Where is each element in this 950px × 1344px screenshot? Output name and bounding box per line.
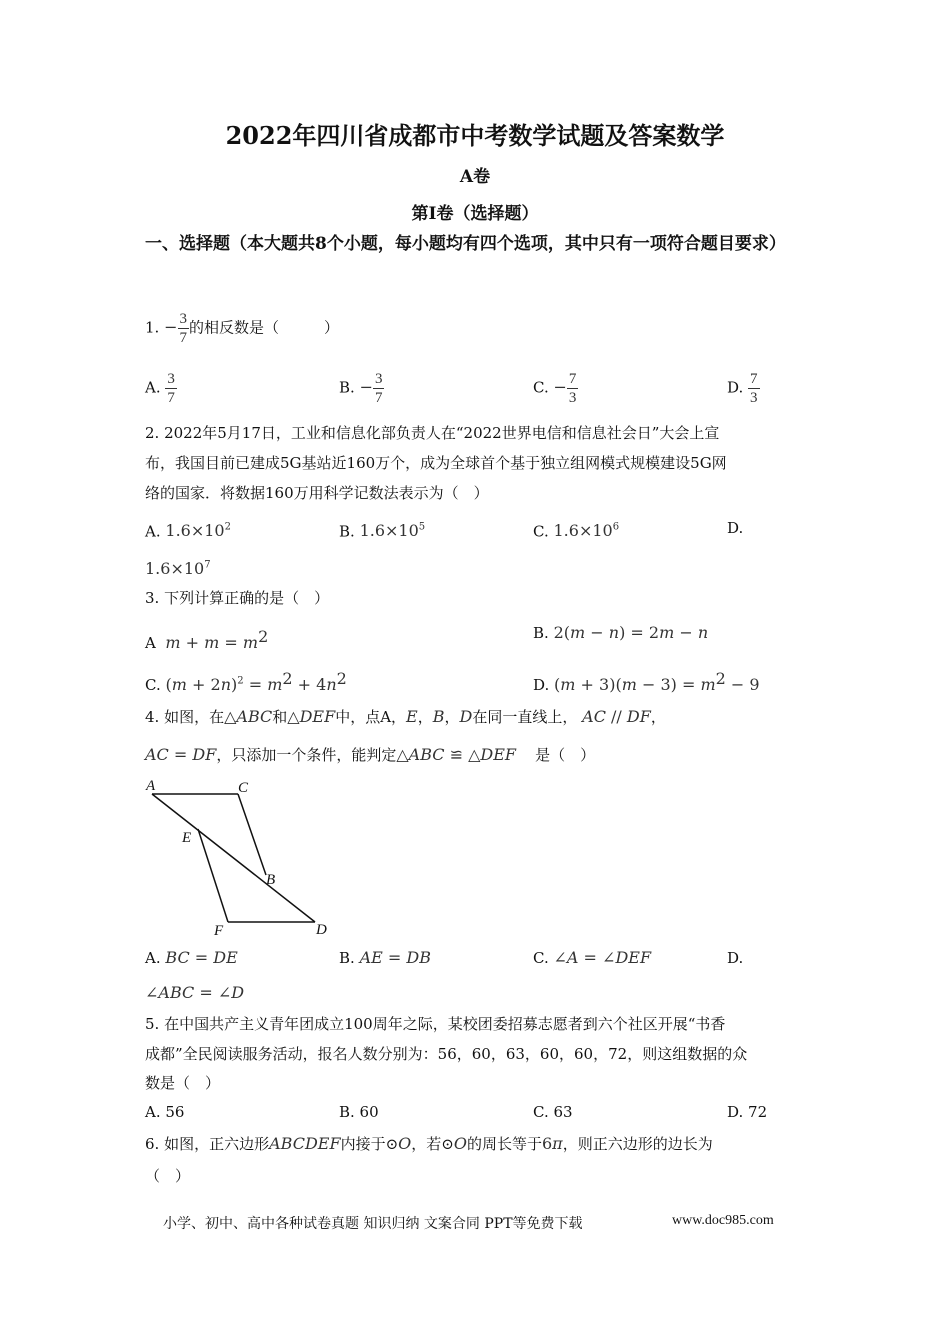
label-a: A <box>146 778 156 794</box>
question-3-option-a: A $m + m = m^2$ <box>145 627 269 652</box>
footer-text: 小学、初中、高中各种试卷真题 知识归纳 文案合同 PPT等免费下载 <box>163 1216 583 1232</box>
question-1-option-a: A. $\frac{3}{7}$ <box>145 371 175 406</box>
label-e: E <box>182 830 192 846</box>
question-2-line-3: 络的国家．将数据160万用科学记数法表示为（ ） <box>145 484 489 502</box>
question-2-option-a: A. $1.6\times 10^2$ <box>145 521 231 541</box>
question-5-line-2: 成都”全民阅读服务活动，报名人数分别为：56，60，63，60，60，72，则这组数据的众 <box>145 1045 748 1063</box>
part-label: 第Ⅰ卷（选择题） <box>411 204 539 224</box>
fraction: $\frac{3}{7}$ <box>179 311 187 346</box>
question-6-line-2: （ ） <box>145 1167 191 1185</box>
question-3-stem: 3. 下列计算正确的是（ ） <box>145 589 330 607</box>
question-5-option-d: D. 72 <box>727 1103 768 1121</box>
question-2-line-1: 2. 2022年5月17日，工业和信息化部负责人在“2022世界电信和信息社会日”大会上宣 <box>145 424 720 442</box>
question-3-option-c: C. $(m + 2n)^2 = m^2 + 4n^2$ <box>145 669 347 694</box>
question-5-option-b: B. 60 <box>339 1103 379 1121</box>
question-4-line-2: AC = DF，只添加一个条件，能判定△ABC ≌ △DEF 是（ ） <box>145 745 596 764</box>
question-4-option-b: B. AE = DB <box>339 948 431 967</box>
label-b: B <box>266 872 276 888</box>
question-4-line-1: 4. 如图，在△ABC和△DEF中，点A，E，B，D在同一直线上， AC // DF， <box>145 707 666 726</box>
question-5-line-3: 数是（ ） <box>145 1074 221 1092</box>
question-1-option-b: B. − $\frac{3}{7}$ <box>339 371 383 406</box>
question-4-option-d: D. <box>727 949 744 967</box>
label-f: F <box>214 923 224 939</box>
volume-label: A卷 <box>459 167 491 187</box>
question-2-option-d: D. <box>727 519 744 537</box>
question-5-option-a: A. 56 <box>145 1103 185 1121</box>
question-2-option-c: C. $1.6\times 10^6$ <box>533 521 620 541</box>
question-4-option-a: A. BC = DE <box>145 948 238 967</box>
document-title: 2022年四川省成都市中考数学试题及答案数学 <box>225 121 725 150</box>
question-4-figure <box>140 772 340 942</box>
question-4-option-d-value: ∠ABC = ∠D <box>145 983 245 1002</box>
question-3-option-b: B. 2(m − n) = 2m − n <box>533 623 709 642</box>
question-2-line-2: 布，我国目前已建成5G基站近160万个，成为全球首个基于独立组网模式规模建设5G网 <box>145 454 727 472</box>
question-2-option-b: B. $1.6\times 10^5$ <box>339 521 426 541</box>
label-d: D <box>316 922 327 938</box>
question-1-option-c: C. − $\frac{7}{3}$ <box>533 371 577 406</box>
question-1-stem: 1. − $\frac{3}{7}$ 的相反数是（ ） <box>145 311 340 346</box>
question-6-line-1: 6. 如图，正六边形ABCDEF内接于⊙O，若⊙O的周长等于6π，则正六边形的边长为 <box>145 1134 713 1153</box>
question-4-option-c: C. ∠A = ∠DEF <box>533 948 652 967</box>
question-5-line-1: 5. 在中国共产主义青年团成立100周年之际，某校团委招募志愿者到六个社区开展“书香 <box>145 1015 726 1033</box>
section-heading: 一、选择题（本大题共8个小题，每小题均有四个选项，其中只有一项符合题目要求） <box>145 234 786 254</box>
question-1-option-d: D. $\frac{7}{3}$ <box>727 371 758 406</box>
question-5-option-c: C. 63 <box>533 1103 573 1121</box>
label-c: C <box>238 780 249 796</box>
footer-website-link[interactable]: www.doc985.com <box>672 1213 774 1228</box>
question-3-option-d: D. $(m + 3)(m - 3) = m^2 - 9$ <box>533 669 760 694</box>
question-2-option-d-value: $1.6\times 10^7$ <box>145 559 211 579</box>
